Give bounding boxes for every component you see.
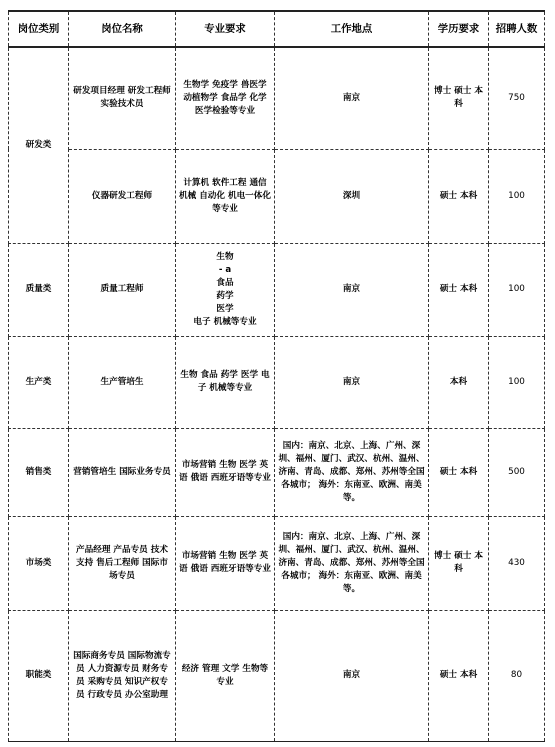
count-cell: 80: [489, 610, 545, 741]
table-row: [9, 428, 545, 516]
count-cell: 100: [489, 336, 545, 428]
table-row: [9, 336, 545, 428]
header-education: 学历要求: [429, 11, 489, 47]
header-major: 专业要求: [176, 11, 275, 47]
category-cell: 生产类: [9, 336, 69, 428]
count-cell: 100: [489, 149, 545, 243]
major-cell: 市场营销 生物 医学 英语 俄语 西班牙语等专业: [176, 516, 275, 610]
header-count: 招聘人数: [489, 11, 545, 47]
location-cell: 深圳: [275, 149, 429, 243]
category-cell: 质量类: [9, 243, 69, 336]
table-row: [9, 47, 545, 149]
count-cell: 100: [489, 243, 545, 336]
header-location: 工作地点: [275, 11, 429, 47]
position-cell: 国际商务专员 国际物流专员 人力资源专员 财务专员 采购专员 知识产权专员 行政专员 办公室助理: [69, 610, 176, 741]
category-cell: 职能类: [9, 610, 69, 741]
location-cell: 国内：南京、北京、上海、广州、深圳、福州、厦门、武汉、杭州、温州、济南、青岛、成都、郑州、苏州等全国各城市； 海外：东南亚、欧洲、南美等。: [275, 516, 429, 610]
education-cell: 硕士 本科: [429, 149, 489, 243]
table-row: [9, 516, 545, 610]
header-position: 岗位名称: [69, 11, 176, 47]
location-cell: 国内：南京、北京、上海、广州、深圳、福州、厦门、武汉、杭州、温州、济南、青岛、成都、郑州、苏州等全国各城市； 海外：东南亚、欧洲、南美等。: [275, 428, 429, 516]
count-cell: 750: [489, 47, 545, 149]
position-cell: 生产管培生: [69, 336, 176, 428]
education-cell: 硕士 本科: [429, 428, 489, 516]
position-cell: 仪器研发工程师: [69, 149, 176, 243]
major-cell: 生物学 免疫学 兽医学 动植物学 食品学 化学 医学检验等专业: [176, 47, 275, 149]
table-row: [9, 610, 545, 741]
header-row: [9, 11, 545, 47]
position-cell: 营销管培生 国际业务专员: [69, 428, 176, 516]
education-cell: 博士 硕士 本科: [429, 516, 489, 610]
education-cell: 本科: [429, 336, 489, 428]
category-cell: 销售类: [9, 428, 69, 516]
recruitment-table-container: [8, 10, 544, 738]
position-cell: 质量工程师: [69, 243, 176, 336]
category-cell: 研发类: [9, 47, 69, 243]
major-cell: 市场营销 生物 医学 英语 俄语 西班牙语等专业: [176, 428, 275, 516]
location-cell: 南京: [275, 336, 429, 428]
location-cell: 南京: [275, 610, 429, 741]
major-cell: 计算机 软件工程 通信 机械 自动化 机电一体化等专业: [176, 149, 275, 243]
major-cell: 生物 食品 药学 医学 电子 机械等专业: [176, 336, 275, 428]
table-row: [9, 149, 545, 243]
education-cell: 硕士 本科: [429, 243, 489, 336]
header-category: 岗位类别: [9, 11, 69, 47]
major-cell: 生物 - a 食品 药学 医学 电子 机械等专业: [176, 243, 275, 336]
category-cell: 市场类: [9, 516, 69, 610]
major-cell: 经济 管理 文学 生物等专业: [176, 610, 275, 741]
education-cell: 博士 硕士 本科: [429, 47, 489, 149]
location-cell: 南京: [275, 243, 429, 336]
location-cell: 南京: [275, 47, 429, 149]
education-cell: 硕士 本科: [429, 610, 489, 741]
table-row: [9, 243, 545, 336]
count-cell: 500: [489, 428, 545, 516]
position-cell: 研发项目经理 研发工程师 实验技术员: [69, 47, 176, 149]
recruitment-table: [8, 10, 545, 742]
position-cell: 产品经理 产品专员 技术支持 售后工程师 国际市场专员: [69, 516, 176, 610]
count-cell: 430: [489, 516, 545, 610]
